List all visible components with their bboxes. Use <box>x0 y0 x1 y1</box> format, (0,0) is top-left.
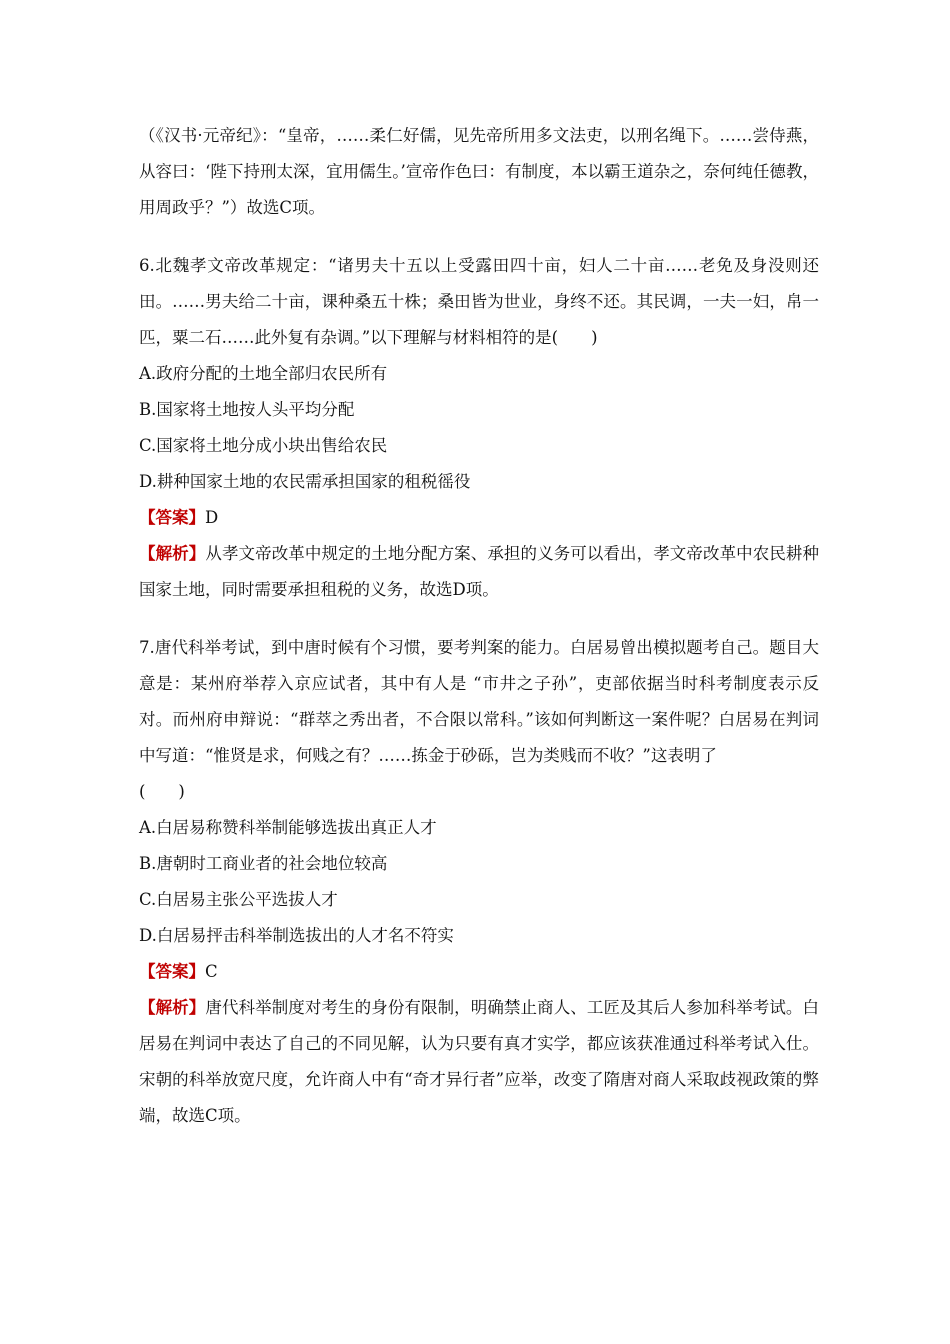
q6-option-c: C.国家将土地分成小块出售给农民 <box>139 436 388 455</box>
analysis-label: 【解析】 <box>139 998 206 1017</box>
q6-answer <box>139 500 819 536</box>
q7-answer <box>139 954 819 990</box>
q7-option-b: B.唐朝时工商业者的社会地位较高 <box>139 854 388 873</box>
analysis-label: 【解析】 <box>139 544 206 563</box>
q7-stem: 7.唐代科举考试，到中唐时候有个习惯，要考判案的能力。白居易曾出模拟题考自己。题目大意是：某州府举荐入京应试者，其中有人是 “市井之子孙”，吏部依据当时科考制度表示反对。而州府申辩说：“群萃之秀出者，不合限以常科。”该如何判断这一案件呢？白居易在判词中写道：“惟贤是求，何贱之有？……拣金于砂砾，岂为类贱而不收？”这表明了 <box>139 638 819 765</box>
prev-explanation: （《汉书·元帝纪》：“皇帝，……柔仁好儒，见先帝所用多文法吏，以刑名绳下。……尝侍燕，从容曰：‘陛下持刑太深，宜用儒生。’宣帝作色曰：有制度，本以霸王道杂之，奈何纯任德教，用周政乎？”）故选C项。 <box>139 126 819 217</box>
answer-label: 【答案】 <box>139 962 205 981</box>
q6-option-d: D.耕种国家土地的农民需承担国家的租税徭役 <box>139 472 471 491</box>
q7-option-d: D.白居易抨击科举制选拔出的人才名不符实 <box>139 926 454 945</box>
q7-analysis-text: 唐代科举制度对考生的身份有限制，明确禁止商人、工匠及其后人参加科举考试。白居易在判词中表达了自己的不同见解，认为只要有真才实学，都应该获准通过科举考试入仕。宋朝的科举放宽尺度，允许商人中有“奇才异行者”应举，改变了隋唐对商人采取歧视政策的弊端，故选C项。 <box>139 998 820 1125</box>
q6-stem: 6.北魏孝文帝改革规定：“诸男夫十五以上受露田四十亩，妇人二十亩……老免及身没则还田。……男夫给二十亩，课种桑五十株；桑田皆为世业，身终不还。其民调，一夫一妇，帛一匹，粟二石……此外复有杂调。”以下理解与材料相符的是( ) <box>139 256 819 347</box>
q6-answer-value: D <box>205 508 219 527</box>
q7-answer-value: C <box>205 962 218 981</box>
question-6 <box>139 248 819 608</box>
q6-option-b: B.国家将土地按人头平均分配 <box>139 400 355 419</box>
q6-option-a: A.政府分配的土地全部归农民所有 <box>139 364 388 383</box>
q6-analysis <box>139 536 819 608</box>
document-page <box>139 118 819 1134</box>
q7-option-a: A.白居易称赞科举制能够选拔出真正人才 <box>139 818 437 837</box>
q7-analysis <box>139 990 819 1134</box>
question-7 <box>139 630 819 1134</box>
q7-paren: ( ) <box>139 782 185 801</box>
q7-option-c: C.白居易主张公平选拔人才 <box>139 890 338 909</box>
answer-label: 【答案】 <box>139 508 205 527</box>
q6-analysis-text: 从孝文帝改革中规定的土地分配方案、承担的义务可以看出，孝文帝改革中农民耕种国家土地，同时需要承担租税的义务，故选D项。 <box>139 544 820 599</box>
